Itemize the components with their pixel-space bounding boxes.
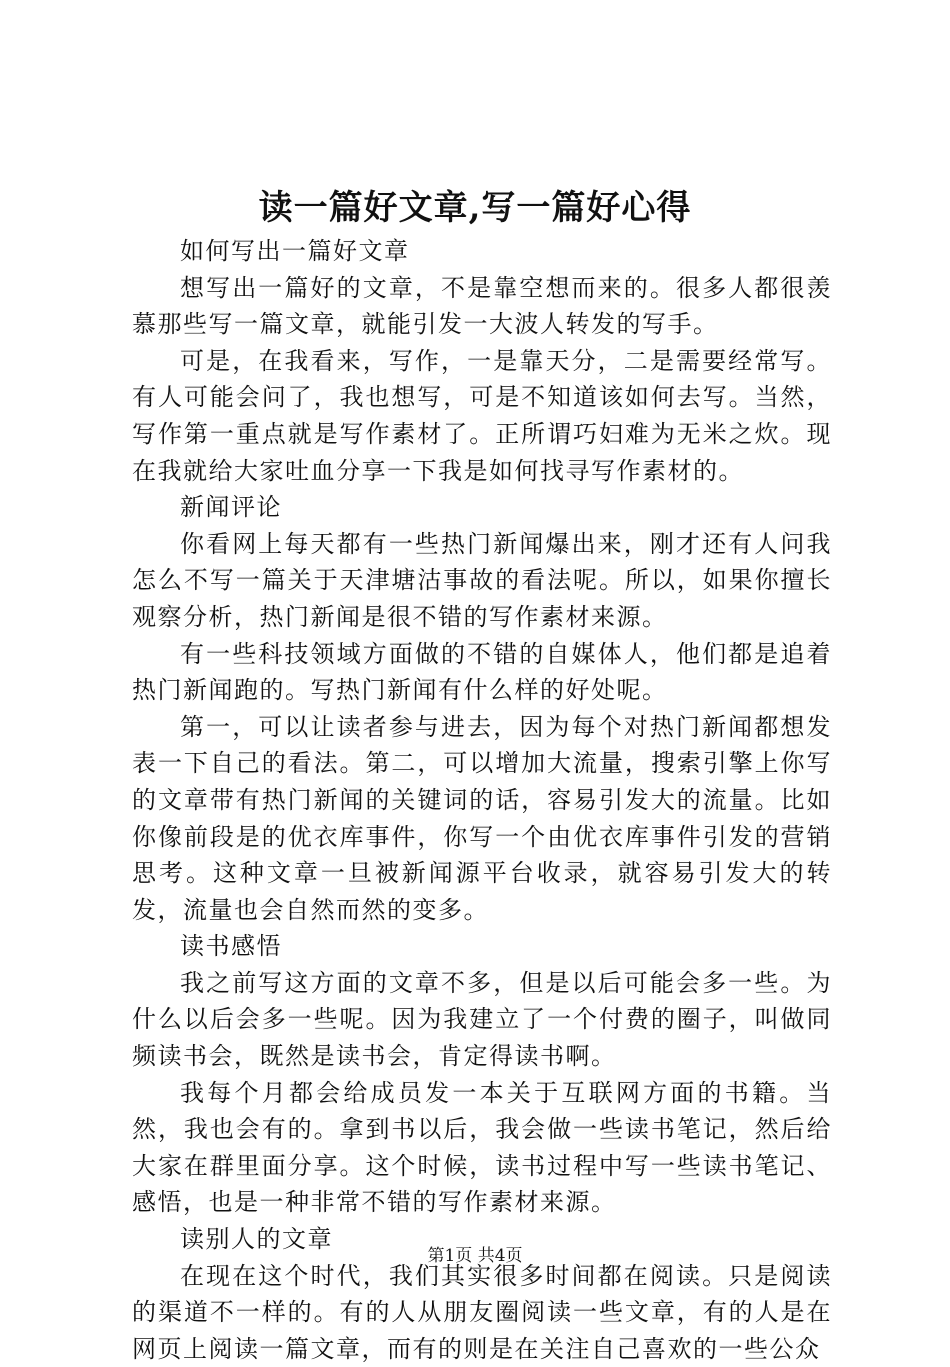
- paragraph: 可是，在我看来，写作，一是靠天分，二是需要经常写。有人可能会问了，我也想写，可是不知道该如何去写。当然，写作第一重点就是写作素材了。正所谓巧妇难为无米之炊。现在我就给大家吐血分享一下我是如何找寻写作素材的。: [132, 346, 832, 485]
- section-heading: 新闻评论: [180, 493, 282, 522]
- section-heading: 如何写出一篇好文章: [180, 237, 410, 265]
- document-title: 读一篇好文章,写一篇好心得: [258, 188, 692, 228]
- paragraph: 我之前写这方面的文章不多，但是以后可能会多一些。为什么以后会多一些呢。因为我建立了一个付费的圈子，叫做同频读书会，既然是读书会，肯定得读书啊。: [132, 968, 832, 1071]
- paragraph: 第一，可以让读者参与进去，因为每个对热门新闻都想发表一下自己的看法。第二，可以增加大流量，搜索引擎上你写的文章带有热门新闻的关键词的话，容易引发大的流量。比如你像前段是的优衣库事件，你写一个由优衣库事件引发的营销思考。这种文章一旦被新闻源平台收录，就容易引发大的转发，流量也会自然而然的变多。: [132, 712, 832, 924]
- paragraph: 你看网上每天都有一些热门新闻爆出来，刚才还有人问我怎么不写一篇关于天津塘沽事故的看法呢。所以，如果你擅长观察分析，热门新闻是很不错的写作素材来源。: [132, 529, 832, 631]
- paragraph: 有一些科技领域方面做的不错的自媒体人，他们都是追着热门新闻跑的。写热门新闻有什么样的好处呢。: [132, 639, 832, 705]
- page-footer: 第1页 共4页: [427, 1246, 523, 1266]
- paragraph: 想写出一篇好的文章，不是靠空想而来的。很多人都很羡慕那些写一篇文章，就能引发一大波人转发的写手。: [132, 273, 832, 339]
- document-body: [132, 233, 832, 1367]
- paragraph: 在现在这个时代，我们其实很多时间都在阅读。只是阅读的渠道不一样的。有的人从朋友圈阅读一些文章，有的人是在网页上阅读一篇文章，而有的则是在关注自己喜欢的一些公众: [132, 1261, 832, 1363]
- section-heading: 读别人的文章: [180, 1225, 333, 1254]
- section-heading: 读书感悟: [180, 932, 282, 961]
- paragraph: 我每个月都会给成员发一本关于互联网方面的书籍。当然，我也会有的。拿到书以后，我会做一些读书笔记，然后给大家在群里面分享。这个时候，读书过程中写一些读书笔记、感悟，也是一种非常不错的写作素材来源。: [132, 1078, 832, 1217]
